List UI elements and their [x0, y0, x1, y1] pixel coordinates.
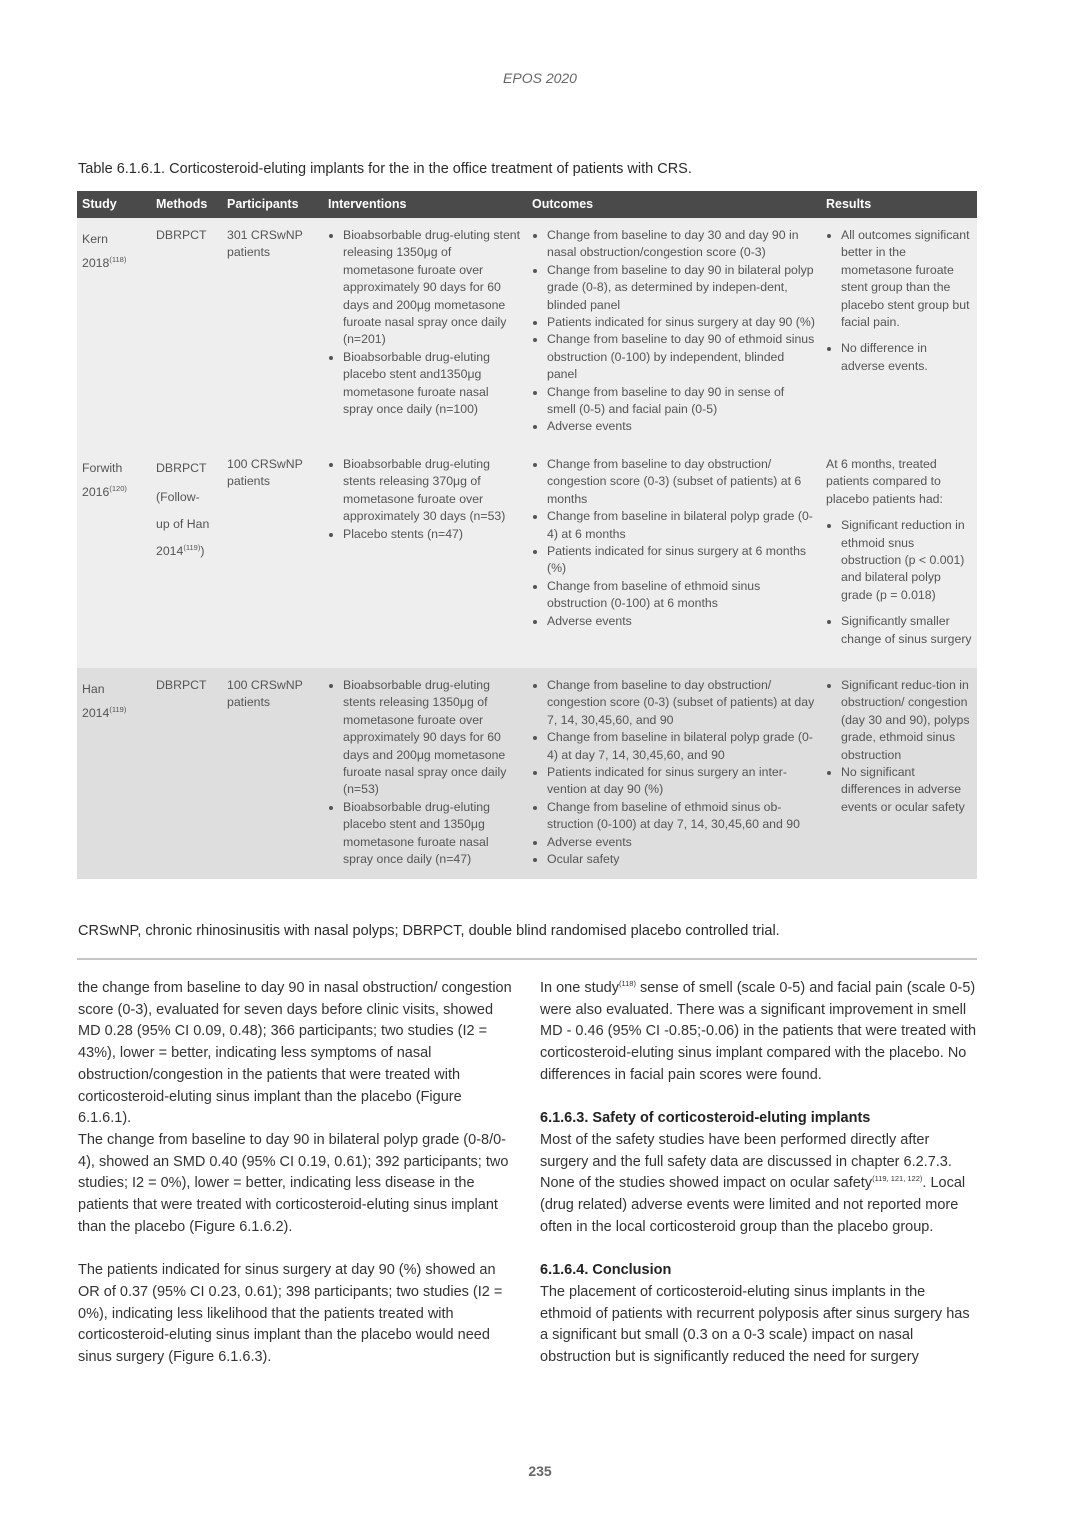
table-header-row [77, 191, 977, 218]
text-run: In one study [540, 980, 619, 996]
outcome-item: • Patients indicated for sinus surgery an inter-vention at day 90 (%) [547, 764, 816, 799]
result-item: • All outcomes significant better in the mometasone furoate stent group than the placebo stent group but facial pain. [841, 227, 972, 331]
interventions-cell [323, 218, 527, 447]
outcome-item: • Change from baseline to day 90 in bilateral polyp grade (0-8), as determined by indepen-dent, blinded panel [547, 262, 816, 314]
methods-note-line-2: up of Han [156, 516, 210, 531]
results-intro: At 6 months, treated patients compared to placebo patients had: [826, 456, 943, 506]
study-year-line [82, 251, 146, 275]
result-item: • Significant reduc-tion in obstruction/ congestion (day 30 and 90), polyps grade, ethmoid sinus obstruction [841, 677, 972, 764]
col-header-study: Study [77, 191, 151, 218]
col-header-outcomes: Outcomes [527, 191, 821, 218]
body-paragraph: The placement of corticosteroid-eluting sinus implants in the ethmoid of patients with recurrent polyposis after sinus surgery has a significant but small (0.3 on a 0-3 scale) impact on nasal obstruction but is significantly reduced the need for surgery [540, 1283, 970, 1365]
result-item: • No difference in adverse events. [841, 340, 972, 375]
body-paragraph: The patients indicated for sinus surgery at day 90 (%) showed an OR of 0.37 (95% CI 0.23, 0.61); 398 participants; two studies (I2 = 0%), indicating less likelihood that the patients treated with corticosteroid-eluting sinus implant than the placebo would need sinus surgery (Figure 6.1.6.3). [78, 1262, 503, 1365]
intervention-item: • Bioabsorbable drug-eluting stent releasing 1350μg of mometasone furoate over approximately 90 days for 60 days and 200μg mometasone furoate nasal spray once daily (n=201) [343, 227, 522, 349]
studies-table [77, 191, 977, 879]
outcomes-cell [527, 447, 821, 668]
page-number: 235 [528, 1463, 552, 1479]
study-year-line [82, 701, 146, 725]
outcome-item: • Change from baseline of ethmoid sinus obstruction (0-100) at 6 months [547, 578, 816, 613]
body-paragraph [540, 978, 978, 1087]
body-column-right [540, 978, 978, 1369]
section-heading: 6.1.6.4. Conclusion [540, 1262, 672, 1279]
results-cell [821, 218, 977, 447]
outcome-item: • Adverse events [547, 613, 816, 630]
col-header-methods: Methods [151, 191, 222, 218]
text-run: Most of the safety studies have been performed directly after surgery and the full safety data are discussed in chapter 6.2.7.3. None of the studies showed impact on ocular safety [540, 1131, 952, 1192]
result-item: • No significant differences in adverse events or ocular safety [841, 764, 972, 816]
body-paragraph: The change from baseline to day 90 in bilateral polyp grade (0-8/0-4), showed an SMD 0.40 (95% CI 0.19, 0.61); 392 participants; two studies; I2 = 0%), lower = better, indicating less disease in the patients that were treated with corticosteroid-eluting sinus implant than the placebo (Figure 6.1.6.2). [78, 1131, 509, 1235]
outcome-item: • Change from baseline of ethmoid sinus ob-struction (0-100) at day 7, 14, 30,45,60 and 90 [547, 799, 816, 834]
citation-ref: (119, 121, 122) [872, 1174, 923, 1184]
study-year-line [82, 480, 146, 504]
outcome-item: • Change from baseline to day obstruction/ congestion score (0-3) (subset of patients) at day 7, 14, 30,45,60, and 90 [547, 677, 816, 729]
table-row [77, 447, 977, 668]
outcome-item: • Adverse events [547, 834, 816, 851]
col-header-interventions: Interventions [323, 191, 527, 218]
outcome-item: • Change from baseline to day obstruction/ congestion score (0-3) (subset of patients) at 6 months [547, 456, 816, 508]
result-item: • Significant reduction in ethmoid snus obstruction (p < 0.001) and bilateral polyp grade (p = 0.018) [841, 517, 972, 604]
intervention-item: • Bioabsorbable drug-eluting stents releasing 370μg of mometasone furoate over approximately 30 days (n=53) [343, 456, 522, 526]
methods-note-line-3 [156, 539, 217, 564]
outcome-item: • Change from baseline in bilateral polyp grade (0-4) at 6 months [547, 508, 816, 543]
section-divider [77, 958, 977, 960]
outcome-item: • Adverse events [547, 418, 816, 435]
study-name: Forwith [82, 460, 123, 475]
methods-cell [151, 447, 222, 668]
intervention-item: • Placebo stents (n=47) [343, 526, 522, 543]
outcome-item: • Change from baseline to day 90 in sense of smell (0-5) and facial pain (0-5) [547, 384, 816, 419]
study-name: Kern [82, 232, 108, 246]
study-year: 2014 [82, 705, 110, 720]
table-footnote: CRSwNP, chronic rhinosinusitis with nasal polyps; DBRPCT, double blind randomised placebo controlled trial. [78, 923, 780, 939]
text-run: sense of smell (scale 0-5) and facial pain (scale 0-5) were also evaluated. There was a significant improvement in smell MD - 0.46 (95% CI -0.85;-0.06) in the patients that were treated with corticosteroid-eluting sinus implant compared with the placebo. No differences in facial pain scores were found. [540, 980, 977, 1083]
outcome-item: • Patients indicated for sinus surgery at day 90 (%) [547, 314, 816, 331]
methods-cell: DBRPCT [151, 218, 222, 447]
body-paragraph: the change from baseline to day 90 in nasal obstruction/ congestion score (0-3), evaluated for seven days before clinic visits, showed MD 0.28 (95% CI 0.09, 0.48); 366 participants; two studies (I2 = 43%), lower = better, indicating less symptoms of nasal obstruction/congestion in the patients that were treated with corticosteroid-eluting sinus implant than the placebo (Figure 6.1.6.1). [78, 980, 512, 1127]
participants-cell: 301 CRSwNP patients [222, 218, 323, 447]
col-header-participants: Participants [222, 191, 323, 218]
section-heading: 6.1.6.3. Safety of corticosteroid-eluting implants [540, 1110, 871, 1127]
outcomes-cell [527, 218, 821, 447]
study-ref: (118) [109, 254, 127, 264]
body-paragraph [540, 1130, 978, 1239]
study-name: Han [82, 681, 105, 696]
methods-note-line-1: (Follow- [156, 489, 200, 504]
text-run: . Local (drug related) adverse events were limited and not reported more often in the local corticosteroid group than the placebo group. [540, 1175, 966, 1235]
study-cell [77, 218, 151, 447]
methods-note-year: 2014 [156, 543, 184, 558]
methods-cell: DBRPCT [151, 668, 222, 879]
methods-value: DBRPCT [156, 460, 207, 475]
citation-ref: (118) [619, 979, 636, 989]
outcome-item: • Change from baseline in bilateral polyp grade (0-4) at day 7, 14, 30,45,60, and 90 [547, 729, 816, 764]
intervention-item: • Bioabsorbable drug-eluting placebo stent and 1350μg mometasone furoate nasal spray once daily (n=47) [343, 799, 522, 869]
outcome-item: • Change from baseline to day 30 and day 90 in nasal obstruction/congestion score (0-3) [547, 227, 816, 262]
participants-cell: 100 CRSwNP patients [222, 668, 323, 879]
study-ref: (120) [109, 483, 127, 493]
interventions-cell [323, 668, 527, 879]
study-cell [77, 668, 151, 879]
intervention-item: • Bioabsorbable drug-eluting stents releasing 1350μg of mometasone furoate over approximately 90 days for 60 days and 200μg mometasone furoate nasal spray once daily (n=53) [343, 677, 522, 799]
outcomes-cell [527, 668, 821, 879]
methods-note-ref: (119) [183, 542, 201, 552]
participants-cell: 100 CRSwNP patients [222, 447, 323, 668]
intervention-item: • Bioabsorbable drug-eluting placebo stent and1350μg mometasone furoate nasal spray once daily (n=100) [343, 349, 522, 419]
interventions-cell [323, 447, 527, 668]
methods-note-close: ) [200, 543, 205, 558]
table-row [77, 218, 977, 447]
running-header: EPOS 2020 [503, 70, 577, 86]
outcome-item: • Patients indicated for sinus surgery at 6 months (%) [547, 543, 816, 578]
table-row [77, 668, 977, 879]
result-item: • Significantly smaller change of sinus surgery [841, 613, 972, 648]
table-caption: Table 6.1.6.1. Corticosteroid-eluting implants for the in the office treatment of patients with CRS. [78, 161, 692, 177]
study-year: 2016 [82, 484, 110, 499]
outcome-item: • Ocular safety [547, 851, 816, 868]
study-ref: (119) [109, 704, 127, 714]
study-cell [77, 447, 151, 668]
results-cell [821, 447, 977, 668]
study-year: 2018 [82, 256, 110, 270]
body-column-left [78, 978, 516, 1369]
col-header-results: Results [821, 191, 977, 218]
results-cell [821, 668, 977, 879]
outcome-item: • Change from baseline to day 90 of ethmoid sinus obstruction (0-100) by independent, blinded panel [547, 331, 816, 383]
